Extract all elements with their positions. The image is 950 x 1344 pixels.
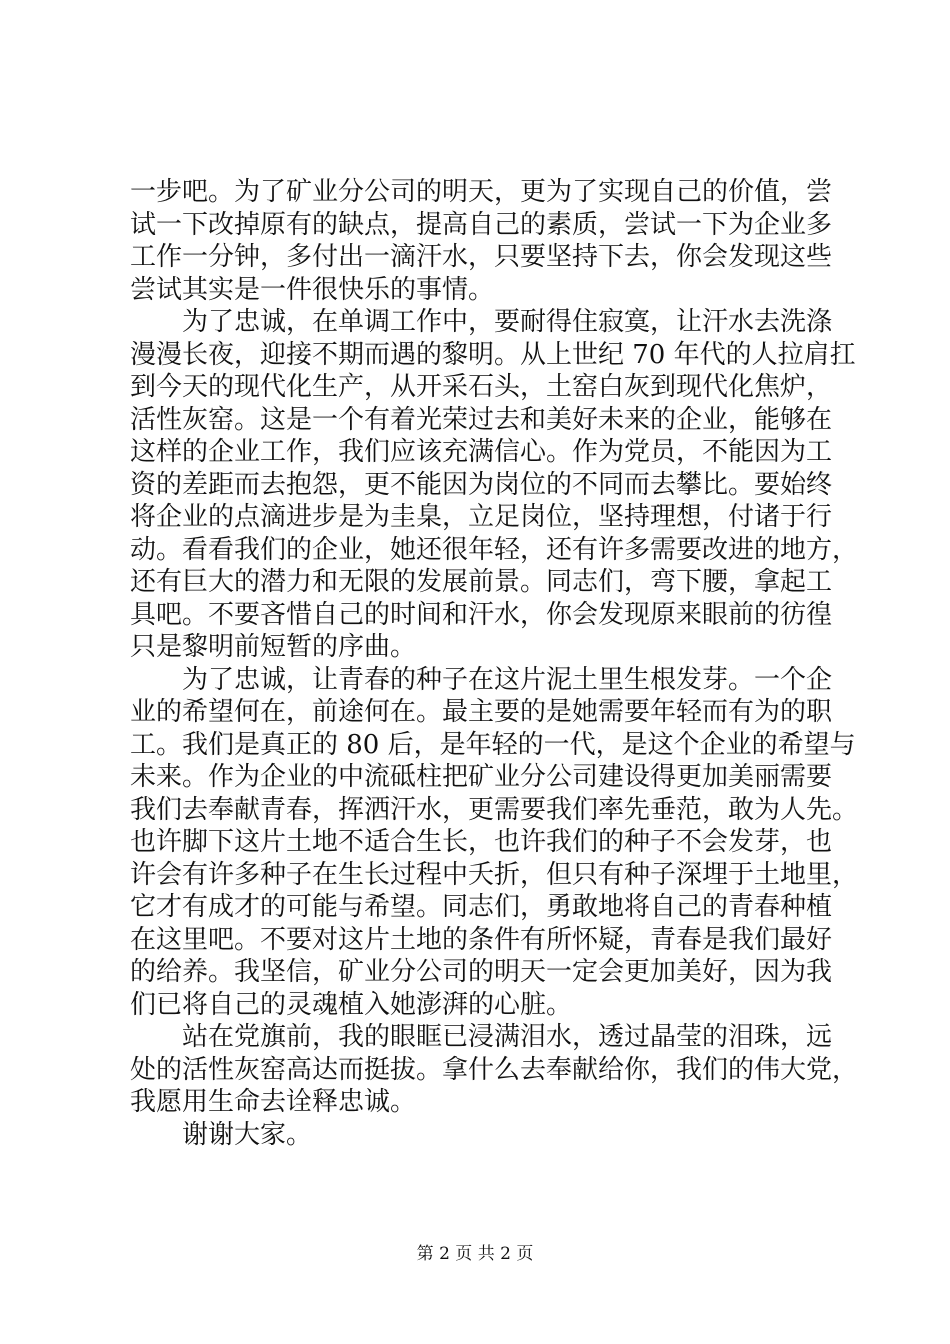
text-line: 站在党旗前，我的眼眶已浸满泪水，透过晶莹的泪珠，远: [182, 1022, 833, 1052]
text-line: 到今天的现代化生产，从开采石头，土窑白灰到现代化焦炉，: [130, 372, 833, 402]
text-line: 处的活性灰窑高达而挺拔。拿什么去奉献给你，我们的伟大党，: [130, 1054, 859, 1085]
text-line: 业的希望何在，前途何在。最主要的是她需要年轻而有为的职: [130, 697, 833, 727]
text-line: 将企业的点滴进步是为圭臬，立足岗位，坚持理想，付诸于行: [130, 502, 833, 532]
text-line: 们已将自己的灵魂植入她澎湃的心脏。: [130, 989, 573, 1020]
text-line: 在这里吧。不要对这片土地的条件有所怀疑，青春是我们最好: [130, 924, 833, 955]
text-line: 工。我们是真正的 80 后，是年轻的一代，是这个企业的希望与: [130, 729, 856, 760]
document-body: [130, 176, 859, 1151]
text-line: 漫漫长夜，迎接不期而遇的黎明。从上世纪 70 年代的人拉肩扛: [130, 339, 856, 370]
page-number-label: 第 2 页 共 2 页: [416, 1244, 534, 1264]
text-line: 资的差距而去抱怨，更不能因为岗位的不同而去攀比。要始终: [130, 469, 833, 500]
text-line: 活性灰窑。这是一个有着光荣过去和美好未来的企业，能够在: [130, 404, 833, 435]
text-line: 动。看看我们的企业，她还很年轻，还有许多需要改进的地方，: [130, 534, 859, 565]
text-line: 还有巨大的潜力和无限的发展前景。同志们，弯下腰，拿起工: [130, 567, 833, 597]
text-line: 具吧。不要吝惜自己的时间和汗水，你会发现原来眼前的彷徨: [130, 599, 833, 630]
text-line: 我们去奉献青春，挥洒汗水，更需要我们率先垂范，敢为人先。: [130, 794, 859, 825]
text-line: 它才有成才的可能与希望。同志们，勇敢地将自己的青春种植: [130, 892, 833, 922]
paragraph: [130, 1021, 859, 1119]
text-line: 试一下改掉原有的缺点，提高自己的素质，尝试一下为企业多: [130, 209, 833, 240]
text-line: 工作一分钟，多付出一滴汗水，只要坚持下去，你会发现这些: [130, 242, 833, 272]
paragraph: [130, 664, 859, 1022]
text-line: 许会有许多种子在生长过程中夭折，但只有种子深埋于土地里，: [130, 859, 859, 890]
text-line: 为了忠诚，让青春的种子在这片泥土里生根发芽。一个企: [182, 664, 833, 695]
text-line: 我愿用生命去诠释忠诚。: [130, 1087, 417, 1117]
paragraph: [130, 176, 833, 306]
text-line: 只是黎明前短暂的序曲。: [130, 632, 417, 662]
text-line: 一步吧。为了矿业分公司的明天，更为了实现自己的价值，尝: [130, 177, 833, 207]
text-line: 的给养。我坚信，矿业分公司的明天一定会更加美好，因为我: [130, 957, 833, 987]
text-line: 也许脚下这片土地不适合生长，也许我们的种子不会发芽，也: [130, 827, 833, 857]
paragraph: [130, 306, 859, 664]
text-line: 尝试其实是一件很快乐的事情。: [130, 274, 495, 305]
page-footer: [0, 1244, 950, 1264]
text-line: 未来。作为企业的中流砥柱把矿业分公司建设得更加美丽需要: [130, 762, 833, 792]
text-line: 为了忠诚，在单调工作中，要耐得住寂寞，让汗水去洗涤: [182, 307, 833, 337]
paragraph: [130, 1119, 830, 1152]
text-line: 谢谢大家。: [182, 1119, 313, 1150]
text-line: 这样的企业工作，我们应该充满信心。作为党员，不能因为工: [130, 437, 833, 467]
